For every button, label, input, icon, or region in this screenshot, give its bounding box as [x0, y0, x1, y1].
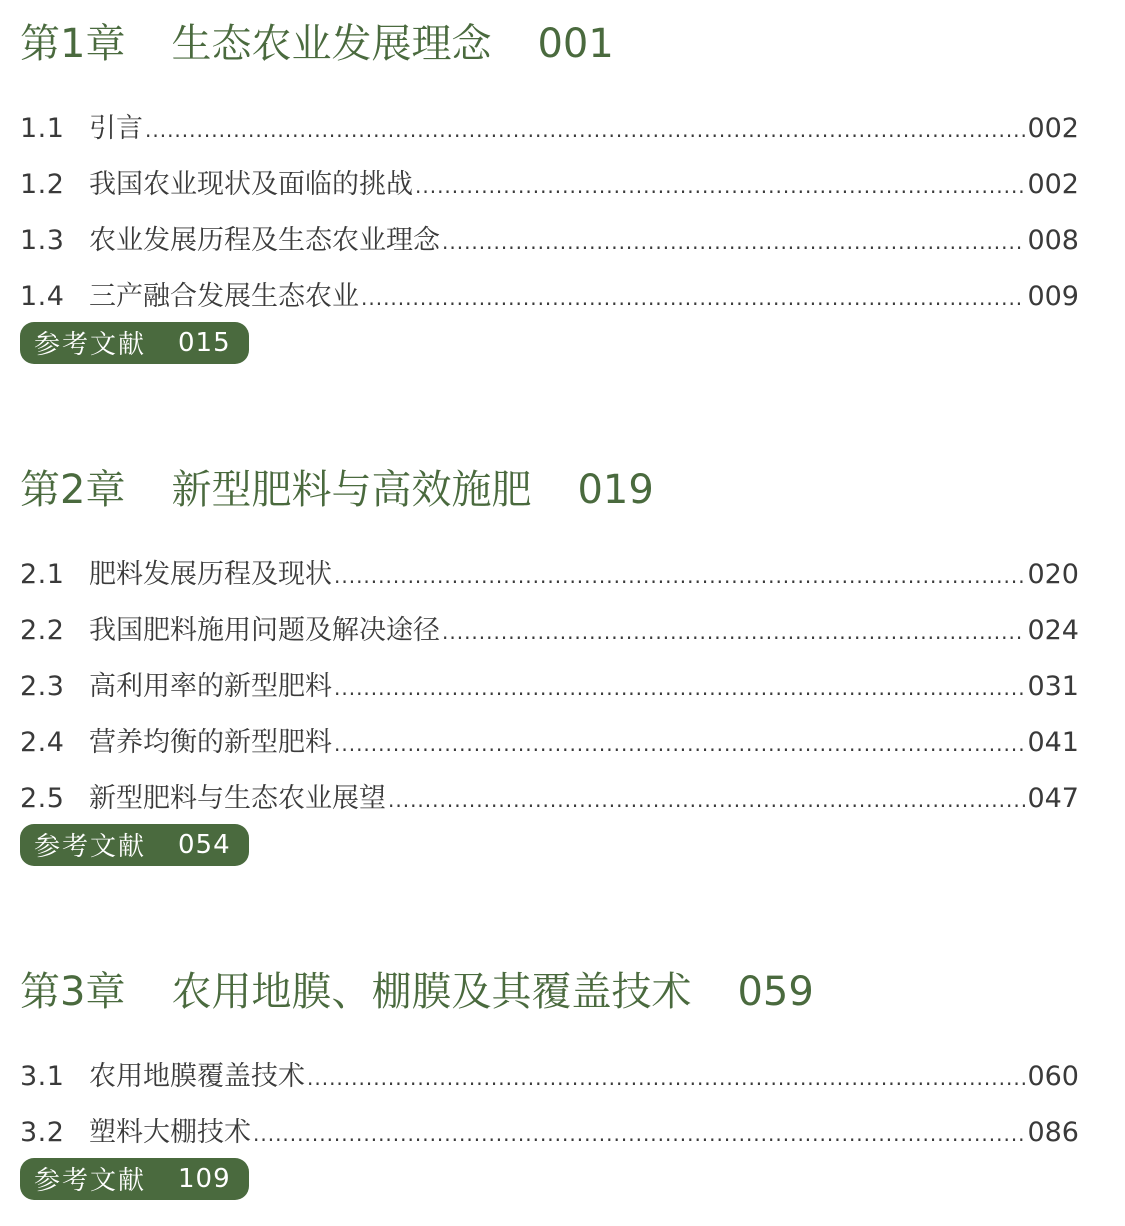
chapter-label: 第3章 [20, 969, 126, 1015]
entry-number: 1.3 [20, 225, 65, 256]
dot-leader [415, 171, 1025, 201]
entry-title: 引言 [89, 113, 143, 144]
entry-title: 农业发展历程及生态农业理念 [89, 225, 440, 256]
entry-number: 3.2 [20, 1117, 65, 1148]
entry-number: 2.2 [20, 615, 65, 646]
chapter-title: 生态农业发展理念 [171, 21, 492, 67]
references-badge[interactable] [20, 322, 249, 364]
entry-number: 2.5 [20, 783, 65, 814]
entry-title: 我国肥料施用问题及解决途径 [89, 615, 440, 646]
dot-leader [253, 1119, 1025, 1149]
chapter-page: 019 [577, 467, 654, 513]
dot-leader [145, 115, 1025, 145]
entry-title: 新型肥料与生态农业展望 [89, 783, 386, 814]
dot-leader [442, 227, 1025, 257]
dot-leader [388, 785, 1025, 815]
dot-leader [334, 561, 1025, 591]
entry-page: 009 [1027, 281, 1079, 312]
entry-page: 041 [1027, 727, 1079, 758]
chapter-page: 001 [537, 21, 614, 67]
entry-page: 002 [1027, 169, 1079, 200]
entry-page: 002 [1027, 113, 1079, 144]
entry-number: 2.3 [20, 671, 65, 702]
toc-entry[interactable] [20, 560, 1079, 616]
chapter-title: 新型肥料与高效施肥 [171, 467, 532, 513]
references-page: 054 [178, 829, 231, 860]
entry-title: 我国农业现状及面临的挑战 [89, 169, 413, 200]
dot-leader [334, 729, 1025, 759]
references-page: 015 [178, 327, 231, 358]
entry-number: 2.4 [20, 727, 65, 758]
entry-number: 1.4 [20, 281, 65, 312]
references-label: 参考文献 [34, 330, 147, 360]
references-badge[interactable] [20, 1158, 249, 1200]
chapter-1 [20, 20, 1079, 364]
entry-number: 1.2 [20, 169, 65, 200]
toc-entry[interactable] [20, 672, 1079, 728]
dot-leader [307, 1063, 1025, 1093]
entry-page: 024 [1027, 615, 1079, 646]
chapter-heading[interactable] [20, 20, 1079, 68]
entry-title: 肥料发展历程及现状 [89, 559, 332, 590]
entry-page: 020 [1027, 559, 1079, 590]
toc-entry[interactable] [20, 616, 1079, 672]
chapter-2 [20, 466, 1079, 866]
chapter-title: 农用地膜、棚膜及其覆盖技术 [171, 969, 692, 1015]
chapter-heading[interactable] [20, 968, 1079, 1016]
references-label: 参考文献 [34, 1166, 147, 1196]
entry-page: 060 [1027, 1061, 1079, 1092]
toc-entries [20, 114, 1079, 338]
entry-title: 三产融合发展生态农业 [89, 281, 359, 312]
toc-entry[interactable] [20, 226, 1079, 282]
chapter-3 [20, 968, 1079, 1200]
chapter-label: 第2章 [20, 467, 126, 513]
entry-title: 高利用率的新型肥料 [89, 671, 332, 702]
entry-page: 047 [1027, 783, 1079, 814]
entry-page: 086 [1027, 1117, 1079, 1148]
references-page: 109 [178, 1163, 231, 1194]
chapter-label: 第1章 [20, 21, 126, 67]
dot-leader [442, 617, 1025, 647]
references-label: 参考文献 [34, 832, 147, 862]
entry-title: 营养均衡的新型肥料 [89, 727, 332, 758]
entry-number: 2.1 [20, 559, 65, 590]
entry-title: 农用地膜覆盖技术 [89, 1061, 305, 1092]
dot-leader [334, 673, 1025, 703]
entry-page: 008 [1027, 225, 1079, 256]
entry-number: 1.1 [20, 113, 65, 144]
dot-leader [361, 283, 1025, 313]
entry-page: 031 [1027, 671, 1079, 702]
chapter-heading[interactable] [20, 466, 1079, 514]
entry-title: 塑料大棚技术 [89, 1117, 251, 1148]
toc-entries [20, 560, 1079, 840]
references-badge[interactable] [20, 824, 249, 866]
toc-entry[interactable] [20, 728, 1079, 784]
toc-entry[interactable] [20, 114, 1079, 170]
toc-entry[interactable] [20, 1062, 1079, 1118]
entry-number: 3.1 [20, 1061, 65, 1092]
chapter-page: 059 [737, 969, 814, 1015]
toc-entry[interactable] [20, 170, 1079, 226]
